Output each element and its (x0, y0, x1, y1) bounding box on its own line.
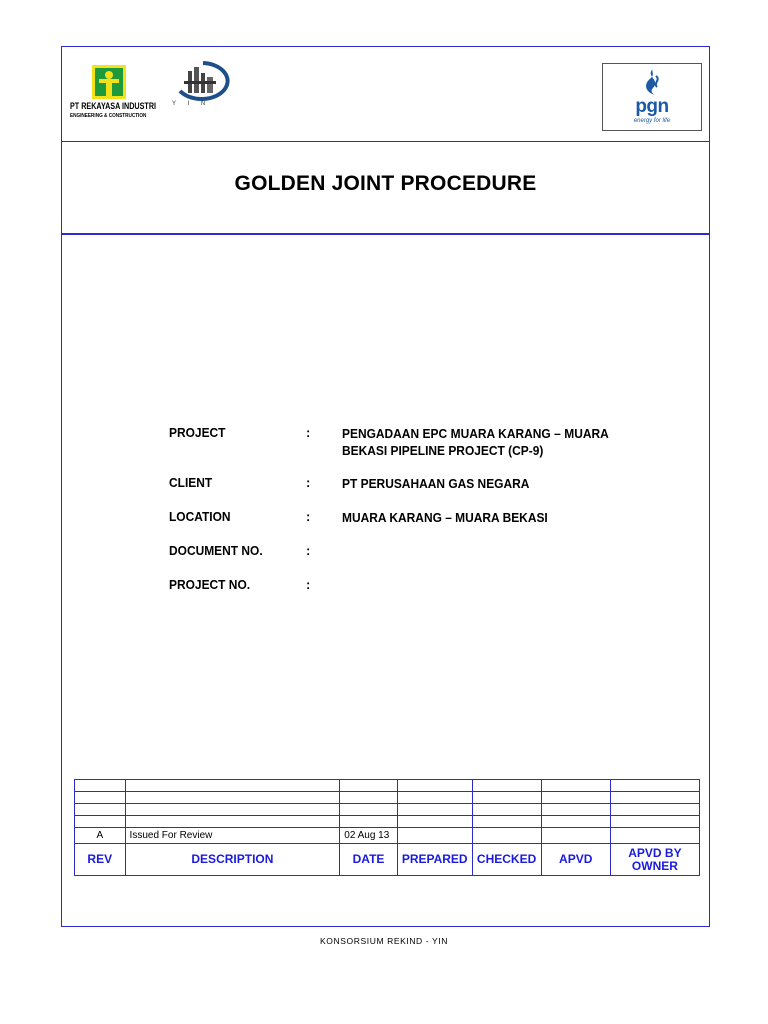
date-header: DATE (340, 844, 398, 876)
checked-header: CHECKED (472, 844, 541, 876)
apvd-header: APVD (541, 844, 610, 876)
prepared-header: PREPARED (397, 844, 472, 876)
rekind-emblem-icon (92, 65, 126, 99)
rev-cell: A (75, 828, 126, 844)
yin-logo (170, 61, 240, 135)
info-row-document-no (169, 543, 649, 577)
info-colon: : (306, 509, 311, 524)
info-row-project (169, 425, 649, 475)
info-value: PT PERUSAHAAN GAS NEGARA (342, 476, 530, 491)
info-value: MUARA KARANG – MUARA BEKASI (342, 510, 548, 525)
table-row (75, 804, 700, 816)
info-label: PROJECT (169, 425, 226, 440)
document-frame (61, 46, 710, 927)
table-row (75, 780, 700, 792)
document-title: GOLDEN JOINT PROCEDURE (234, 172, 537, 195)
owner-cell (610, 828, 699, 844)
description-cell: Issued For Review (125, 828, 340, 844)
revision-table (74, 779, 700, 876)
rekind-logo (70, 65, 160, 125)
info-colon: : (306, 475, 311, 490)
logo-header (62, 47, 709, 142)
table-row (75, 792, 700, 804)
footer-text: KONSORSIUM REKIND - YIN (320, 936, 448, 946)
project-info (169, 425, 649, 611)
rekind-name: PT REKAYASA INDUSTRI (70, 101, 157, 111)
info-label: LOCATION (169, 509, 231, 524)
description-header: DESCRIPTION (125, 844, 340, 876)
info-value: PENGADAAN EPC MUARA KARANG – MUARA BEKASI PIPELINE PROJECT (CP-9) (342, 426, 609, 458)
pgn-name: pgn (635, 96, 669, 117)
info-row-project-no (169, 577, 649, 611)
info-label: CLIENT (169, 475, 213, 490)
info-colon: : (306, 543, 311, 558)
info-row-location (169, 509, 649, 543)
table-row (75, 816, 700, 828)
info-colon: : (306, 425, 311, 440)
info-label: PROJECT NO. (169, 577, 251, 592)
pgn-logo (602, 63, 702, 131)
owner-header: APVD BY OWNER (610, 844, 699, 876)
date-cell: 02 Aug 13 (340, 828, 398, 844)
checked-cell (472, 828, 541, 844)
table-header-row (75, 844, 700, 876)
info-colon: : (306, 577, 311, 592)
pgn-flame-icon (641, 68, 665, 96)
prepared-cell (397, 828, 472, 844)
apvd-cell (541, 828, 610, 844)
yin-emblem-icon (170, 61, 236, 101)
rev-header: REV (75, 844, 126, 876)
title-row (62, 141, 709, 235)
yin-name: Y I N (172, 101, 211, 107)
rekind-subtitle: ENGINEERING & CONSTRUCTION (70, 113, 147, 119)
info-row-client (169, 475, 649, 509)
info-label: DOCUMENT NO. (169, 543, 263, 558)
pgn-tagline: energy for life (633, 118, 671, 124)
table-row (75, 828, 700, 844)
